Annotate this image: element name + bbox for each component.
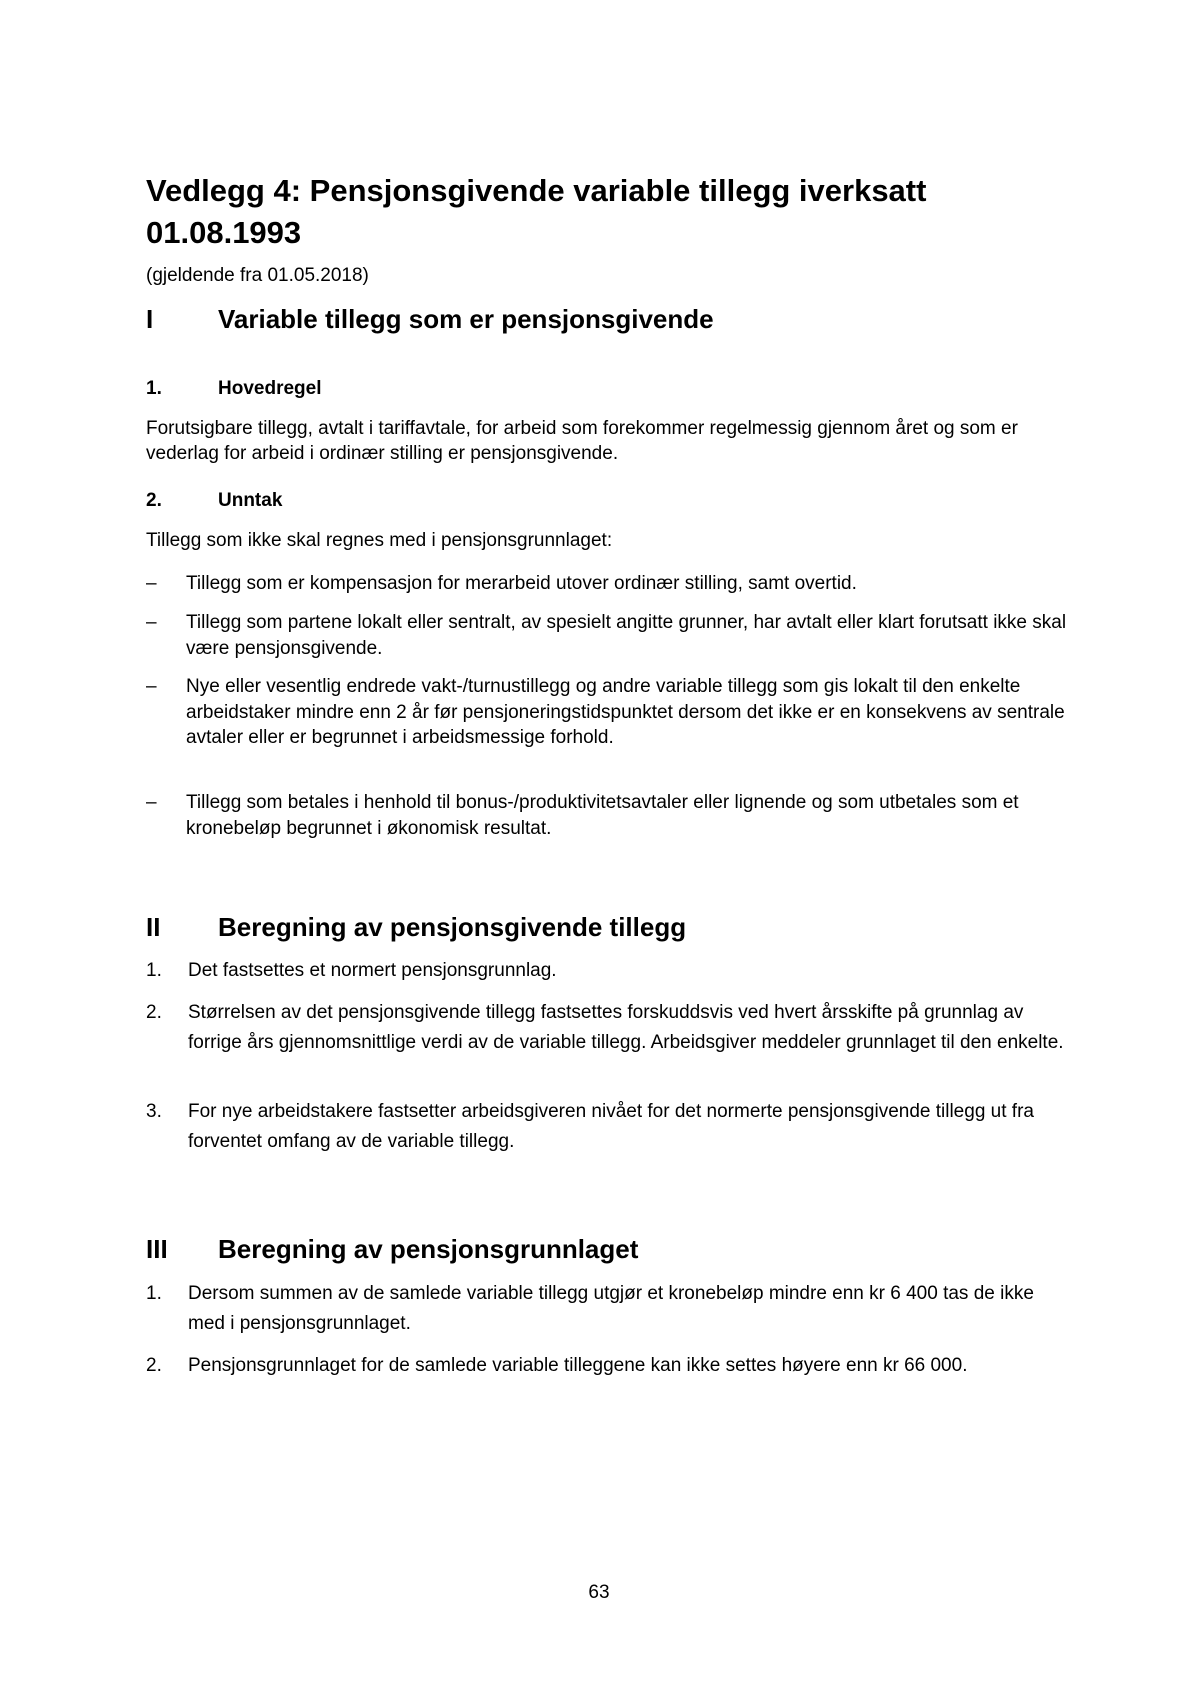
list-item-number: 1. xyxy=(146,960,162,981)
list-item-text: Pensjonsgrunnlaget for de samlede variable tilleggene kan ikke settes høyere enn kr 66 000. xyxy=(188,1355,968,1376)
section-3-title: Beregning av pensjonsgrunnlaget xyxy=(218,1234,639,1264)
list-item-text: Tillegg som betales i henhold til bonus-/produktivitetsavtaler eller lignende og som utbetales som et kronebeløp begrunnet i økonomisk resultat. xyxy=(186,792,1019,839)
hovedregel-paragraph: Forutsigbare tillegg, avtalt i tariffavtale, for arbeid som forekommer regelmessig gjennom året og som er vederlag for arbeid i ordinær stilling er pensjonsgivende. xyxy=(146,418,1018,464)
list-item-number: 2. xyxy=(146,1355,162,1376)
list-item-text: Tillegg som er kompensasjon for merarbeid utover ordinær stilling, samt overtid. xyxy=(186,573,857,594)
list-item-text: For nye arbeidstakere fastsetter arbeidsgiveren nivået for det normerte pensjonsgivende tillegg ut fra forventet omfang av de variable tillegg. xyxy=(188,1101,1034,1152)
page-number: 63 xyxy=(588,1582,610,1603)
dash-bullet: – xyxy=(146,676,157,697)
dash-bullet: – xyxy=(146,573,157,594)
list-item-text: Størrelsen av det pensjonsgivende tillegg fastsettes forskuddsvis ved hvert årsskifte på grunnlag av forrige års gjennomsnittlige verdi av de variable tillegg. Arbeidsgiver meddeler grunnlaget til den enkelte. xyxy=(188,1002,1064,1053)
list-item-text: Dersom summen av de samlede variable tillegg utgjør et kronebeløp mindre enn kr 6 400 tas de ikke med i pensjonsgrunnlaget. xyxy=(188,1283,1034,1334)
list-item-text: Tillegg som partene lokalt eller sentralt, av spesielt angitte grunner, har avtalt eller klart forutsatt ikke skal være pensjonsgivende. xyxy=(186,612,1067,659)
list-item-number: 3. xyxy=(146,1101,162,1122)
section-1-number: I xyxy=(146,304,154,334)
list-item-text: Nye eller vesentlig endrede vakt-/turnustillegg og andre variable tillegg som gis lokalt til den enkelte arbeidstaker mindre enn 2 år før pensjoneringstidspunktet dersom det ikke er en konsekvens av sentrale avtaler eller er begrunnet i arbeidsmessige forhold. xyxy=(186,676,1065,748)
subsection-1-2-title: Unntak xyxy=(218,490,283,511)
unntak-intro: Tillegg som ikke skal regnes med i pensjonsgrunnlaget: xyxy=(146,530,613,551)
list-item-number: 2. xyxy=(146,1002,162,1023)
document-title: Vedlegg 4: Pensjonsgivende variable tillegg iverksatt 01.08.1993 xyxy=(146,173,927,250)
subsection-1-1-number: 1. xyxy=(146,378,162,399)
section-3-number: III xyxy=(146,1234,168,1264)
list-item-text: Det fastsettes et normert pensjonsgrunnlag. xyxy=(188,960,557,981)
dash-bullet: – xyxy=(146,792,157,813)
effective-date-note: (gjeldende fra 01.05.2018) xyxy=(146,265,369,286)
section-2-title: Beregning av pensjonsgivende tillegg xyxy=(218,912,687,942)
dash-bullet: – xyxy=(146,612,157,633)
subsection-1-1-title: Hovedregel xyxy=(218,378,322,399)
subsection-1-2-number: 2. xyxy=(146,490,162,511)
list-item-number: 1. xyxy=(146,1283,162,1304)
section-2-number: II xyxy=(146,912,161,942)
section-1-title: Variable tillegg som er pensjonsgivende xyxy=(218,304,714,334)
